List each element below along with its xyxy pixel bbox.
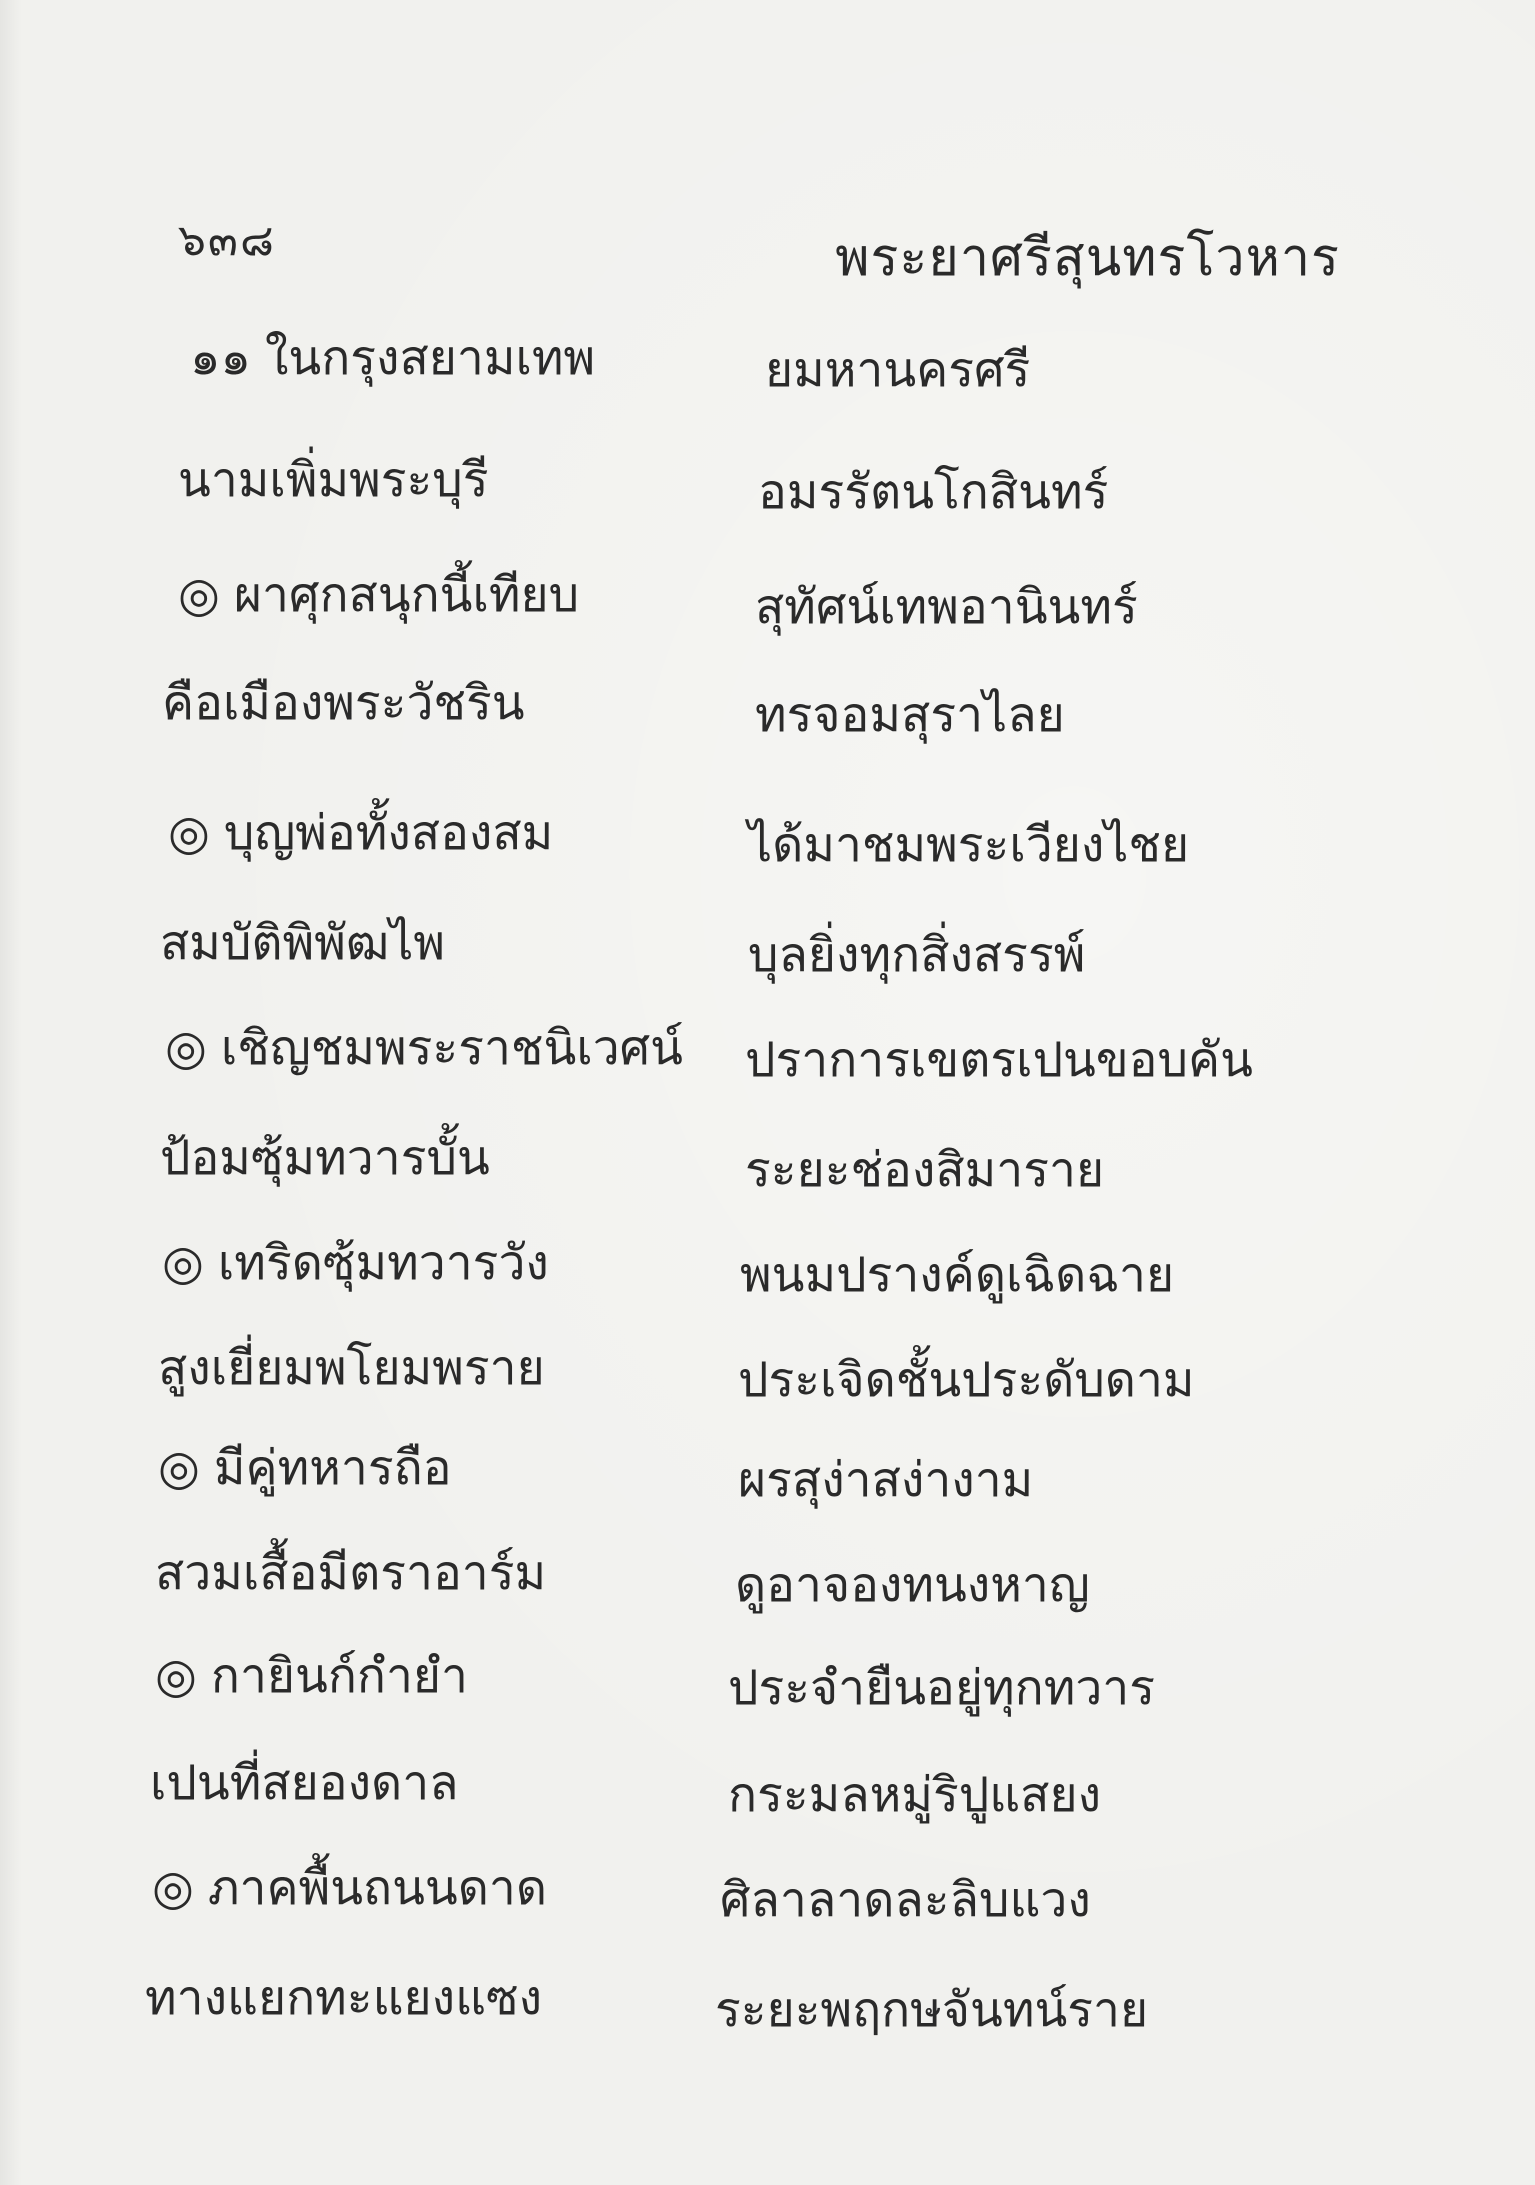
verse-second-half: ผรสุง่าสง่างาม [738, 1452, 1034, 1508]
verse-second-half: ยมหานครศรี [765, 342, 1031, 398]
verse-first-half: ◎ เชิญชมพระราชนิเวศน์ [165, 1020, 683, 1076]
running-title: พระยาศรีสุนทรโวหาร [835, 228, 1340, 288]
stanza-mark: ◎ [155, 1648, 197, 1704]
verse-line [0, 1535, 1535, 1613]
verse-first-half: ◎ กายินก์กำยำ [155, 1648, 468, 1704]
verse-line [0, 905, 1535, 983]
verse-second-half: ได้มาชมพระเวียงไชย [748, 817, 1190, 873]
verse-line [0, 795, 1535, 873]
verse-first-half: ◎ มีคู่ทหารถือ [158, 1440, 452, 1496]
stanza-mark: ◎ [152, 1860, 194, 1916]
verse-second-half: พนมปรางค์ดูเฉิดฉาย [740, 1247, 1175, 1303]
verse-second-half: ศิลาลาดละลิบแวง [720, 1872, 1091, 1928]
verse-second-half: ระยะพฤกษจันทน์ราย [715, 1982, 1149, 2038]
verse-line [0, 1430, 1535, 1508]
verse-second-half: บุลยิ่งทุกสิ่งสรรพ์ [748, 927, 1086, 983]
verse-first-half: ◎ ภาคพื้นถนนดาด [152, 1860, 548, 1916]
verse-first-half: ◎ เทริดซุ้มทวารวัง [162, 1235, 549, 1291]
verse-line [0, 557, 1535, 635]
verse-second-half: ทรจอมสุราไลย [755, 687, 1065, 743]
verse-line [0, 442, 1535, 520]
verse-second-half: ดูอาจองทนงหาญ [735, 1557, 1090, 1613]
verse-first-half: ◎ บุญพ่อทั้งสองสม [168, 805, 554, 861]
verse-line [0, 1330, 1535, 1408]
page-number: ๖๓๘ [178, 215, 276, 266]
stanza-mark: ๑๑ [190, 330, 251, 386]
verse-first-half: นามเพิ่มพระบุรี [178, 452, 489, 508]
verse-first-half: สมบัติพิพัฒไพ [160, 915, 445, 971]
verse-second-half: กระมลหมู่ริปูแสยง [728, 1767, 1102, 1823]
verse-first-half: ทางแยกทะแยงแซง [145, 1970, 543, 2026]
verse-line [0, 665, 1535, 743]
verse-line [0, 1638, 1535, 1716]
stanza-mark: ◎ [178, 567, 220, 623]
stanza-mark: ◎ [158, 1440, 200, 1496]
verse-line [0, 1010, 1535, 1088]
verse-first-half: ป้อมซุ้มทวารบั้น [160, 1130, 490, 1186]
verse-line [0, 320, 1535, 398]
verse-first-half: เปนที่สยองดาล [150, 1755, 459, 1811]
verse-first-half: คือเมืองพระวัชริน [162, 675, 525, 731]
verse-line [0, 1850, 1535, 1928]
verse-line [0, 1225, 1535, 1303]
verse-line [0, 1745, 1535, 1823]
stanza-mark: ◎ [168, 805, 210, 861]
verse-second-half: ระยะช่องสิมาราย [745, 1142, 1105, 1198]
verse-first-half: สูงเยี่ยมพโยมพราย [158, 1340, 545, 1396]
verse-second-half: ประเจิดชั้นประดับดาม [738, 1352, 1195, 1408]
verse-line [0, 1120, 1535, 1198]
verse-second-half: ประจำยืนอยู่ทุกทวาร [728, 1660, 1156, 1716]
verse-first-half: ๑๑ ในกรุงสยามเทพ [190, 320, 595, 396]
stanza-mark: ◎ [162, 1235, 204, 1291]
verse-first-half: ◎ ผาศุกสนุกนี้เทียบ [178, 567, 580, 623]
verse-first-half: สวมเสื้อมีตราอาร์ม [155, 1545, 547, 1601]
verse-second-half: สุทัศน์เทพอานินทร์ [755, 579, 1138, 635]
page-header [0, 205, 1535, 288]
verse-line [0, 1960, 1535, 2038]
verse-second-half: อมรรัตนโกสินทร์ [758, 464, 1109, 520]
stanza-mark: ◎ [165, 1020, 207, 1076]
verse-second-half: ปราการเขตรเปนขอบคัน [745, 1032, 1253, 1088]
